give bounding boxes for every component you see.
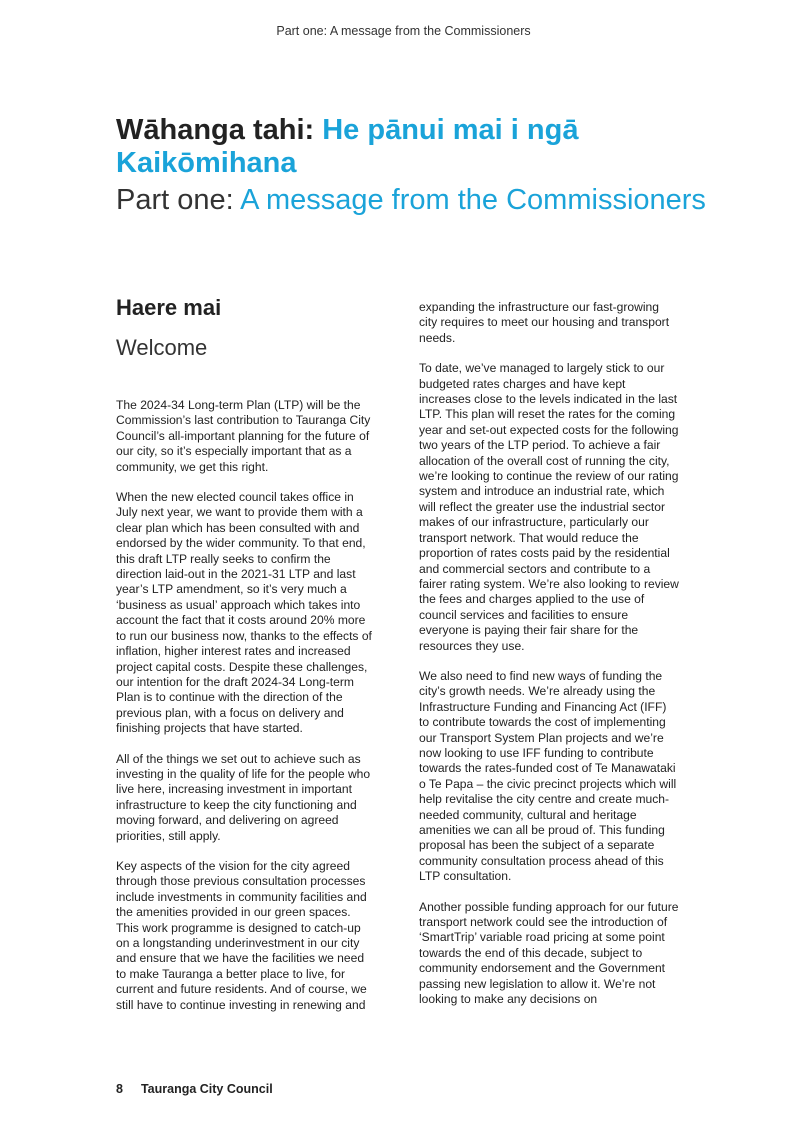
footer-organisation: Tauranga City Council	[140, 1082, 273, 1096]
left-column	[116, 294, 376, 1028]
paragraph: When the new elected council takes office in July next year, we want to provide them with a clear plan which has been consulted with and endorsed by the wider community. To that end, this draft LTP really seeks to confirm the direction laid-out in the 2021-31 LTP and last year’s LTP amendment, so it’s very much a ‘business as usual’ approach which takes into account the fact that it costs around 20% more to run our business now, thanks to the effects of inflation, higher interest rates and increased project capital costs. Despite these challenges, our intention for the draft 2024-34 Long-term Plan is to continue with the direction of the previous plan, with a focus on delivery and finishing projects that have started.	[116, 490, 372, 736]
page-footer	[116, 1082, 273, 1096]
running-header: Part one: A message from the Commissioners	[276, 24, 531, 38]
paragraph: We also need to find new ways of funding the city’s growth needs. We’re already using the Infrastructure Funding and Financing Act (IFF) to contribute towards the cost of implementing our Transport System Plan projects and we’re now looking to use IFF funding to contribute towards the rates-funded cost of Te Manawataki o Te Papa – the civic precinct projects which will help revitalise the city centre and create much-needed community, cultural and heritage amenities we can all be proud of. This funding proposal has been the subject of a separate community consultation process ahead of this LTP consultation.	[419, 668, 677, 884]
maori-title	[116, 114, 716, 180]
paragraph: Key aspects of the vision for the city agreed through those previous consultation processes include investments in community facilities and the amenities provided in our green spaces. This work programme is designed to catch-up on a longstanding underinvestment in our city and ensure that we have the facilities we need to make Tauranga a better place to live, for current and future residents. And of course, we still have to continue investing in renewing and	[116, 858, 367, 1012]
english-title-accent: A message from the Commissioners	[240, 184, 706, 216]
paragraph: All of the things we set out to achieve such as investing in the quality of life for the people who live here, increasing investment in important infrastructure to keep the city functioning and moving forward, and delivering on agreed priorities, still apply.	[116, 751, 371, 843]
section-heading: Haere mai	[116, 295, 222, 320]
paragraph: expanding the infrastructure our fast-growing city requires to meet our housing and transport needs.	[419, 300, 670, 345]
right-column	[419, 300, 679, 1022]
left-column-body	[116, 398, 376, 1013]
section-subheading: Welcome	[116, 335, 208, 360]
paragraph: To date, we’ve managed to largely stick to our budgeted rates charges and have kept increases close to the levels indicated in the last LTP. This plan will reset the rates for the coming year and set-out expected costs for the following two years of the LTP period. To achieve a fair allocation of the overall cost of running the city, we’re looking to continue the review of our rating system and introduce an industrial rate, which will reflect the greater use the industrial sector makes of our infrastructure, particularly our transport network. That would reduce the proportion of rates costs paid by the residential and commercial sectors and contribute to a fairer rating system. We’re also looking to review the fees and charges applied to the use of council services and facilities to ensure everyone is paying their fair share for the resources they use.	[419, 361, 679, 653]
page-number: 8	[116, 1082, 123, 1096]
maori-title-accent: He pānui mai i ngā Kaikōmihana	[116, 114, 579, 179]
english-title-prefix: Part one:	[116, 184, 241, 216]
english-title	[116, 184, 716, 216]
maori-title-prefix: Wāhanga tahi:	[116, 114, 323, 146]
paragraph: Another possible funding approach for our future transport network could see the introduction of ‘SmartTrip’ variable road pricing at some point towards the end of this decade, subject to community endorsement and the Government passing new legislation to allow it. We’re not looking to make any decisions on	[419, 899, 679, 1007]
title-block	[116, 114, 716, 216]
paragraph: The 2024-34 Long-term Plan (LTP) will be the Commission’s last contribution to Tauranga City Council’s all-important planning for the future of our city, so it’s especially important that as a community, we get this right.	[116, 398, 371, 474]
